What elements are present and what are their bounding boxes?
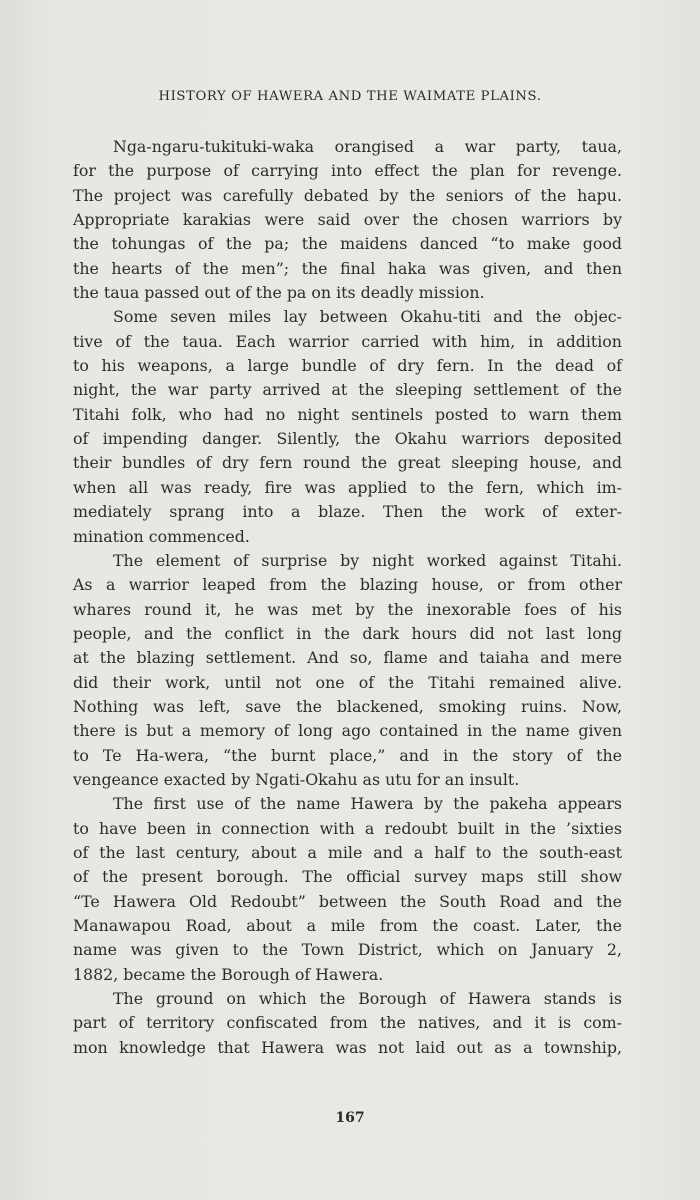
text-line: The ground on which the Borough of Hawera stands is xyxy=(113,989,622,1009)
text-line: the taua passed out of the pa on its deadly mission. xyxy=(73,283,485,303)
text-line: to have been in connection with a redoubt built in the ’sixties xyxy=(73,818,622,838)
text-line: vengeance exacted by Ngati-Okahu as utu for an insult. xyxy=(73,769,520,789)
text-line: The project was carefully debated by the seniors of the hapu. xyxy=(73,185,622,205)
text-line: As a warrior leaped from the blazing house, or from other xyxy=(73,575,622,595)
text-line: their bundles of dry fern round the great sleeping house, and xyxy=(73,453,622,473)
text-line: name was given to the Town District, which on January 2, xyxy=(73,940,622,960)
paragraph xyxy=(73,987,622,1060)
text-line: “Te Hawera Old Redoubt” between the South Road and the xyxy=(73,891,622,911)
body-text xyxy=(73,135,622,1060)
text-line: there is but a memory of long ago contained in the name given xyxy=(73,721,622,741)
text-line: of the present borough. The official survey maps still show xyxy=(73,867,622,887)
paragraph xyxy=(73,135,622,305)
text-line: Appropriate karakias were said over the chosen warriors by xyxy=(73,210,622,230)
text-line: when all was ready, fire was applied to the fern, which im- xyxy=(73,477,622,497)
text-line: The first use of the name Hawera by the pakeha appears xyxy=(113,794,622,814)
text-line: for the purpose of carrying into effect the plan for revenge. xyxy=(73,161,622,181)
text-line: Manawapou Road, about a mile from the coast. Later, the xyxy=(73,916,622,935)
paragraph xyxy=(73,792,622,987)
text-line: mon knowledge that Hawera was not laid out as a township, xyxy=(73,1037,622,1057)
paragraph xyxy=(73,549,622,792)
text-line: of impending danger. Silently, the Okahu warriors deposited xyxy=(73,429,622,449)
text-line: The element of surprise by night worked against Titahi. xyxy=(113,550,622,570)
text-line: did their work, until not one of the Titahi remained alive. xyxy=(73,672,622,692)
text-line: part of territory confiscated from the natives, and it is com- xyxy=(73,1013,622,1033)
text-line: mediately sprang into a blaze. Then the work of exter- xyxy=(73,502,622,522)
text-line: Titahi folk, who had no night sentinels posted to warn them xyxy=(73,404,622,424)
text-line: whares round it, he was met by the inexorable foes of his xyxy=(73,599,622,619)
text-line: Nothing was left, save the blackened, smoking ruins. Now, xyxy=(73,696,622,716)
text-line: to Te Ha-wera, “the burnt place,” and in the story of the xyxy=(73,745,622,765)
paragraph xyxy=(73,305,622,548)
running-head: HISTORY OF HAWERA AND THE WAIMATE PLAINS. xyxy=(158,89,542,104)
text-line: to his weapons, a large bundle of dry fern. In the dead of xyxy=(73,356,622,376)
text-line: Nga-ngaru-tukituki-waka orangised a war party, taua, xyxy=(113,137,622,156)
text-line: Some seven miles lay between Okahu-titi and the objec- xyxy=(113,307,622,327)
text-line: of the last century, about a mile and a half to the south-east xyxy=(73,842,622,862)
text-line: night, the war party arrived at the sleeping settlement of the xyxy=(73,380,622,400)
text-line: people, and the conflict in the dark hours did not last long xyxy=(73,623,622,643)
text-line: the tohungas of the pa; the maidens danced “to make good xyxy=(73,234,622,254)
text-line: tive of the taua. Each warrior carried with him, in addition xyxy=(73,331,622,351)
text-line: mination commenced. xyxy=(73,526,250,546)
page-number: 167 xyxy=(335,1110,365,1126)
text-line: 1882, became the Borough of Hawera. xyxy=(73,964,384,984)
text-line: at the blazing settlement. And so, flame and taiaha and mere xyxy=(73,648,622,668)
text-line: the hearts of the men”; the final haka was given, and then xyxy=(73,258,622,278)
